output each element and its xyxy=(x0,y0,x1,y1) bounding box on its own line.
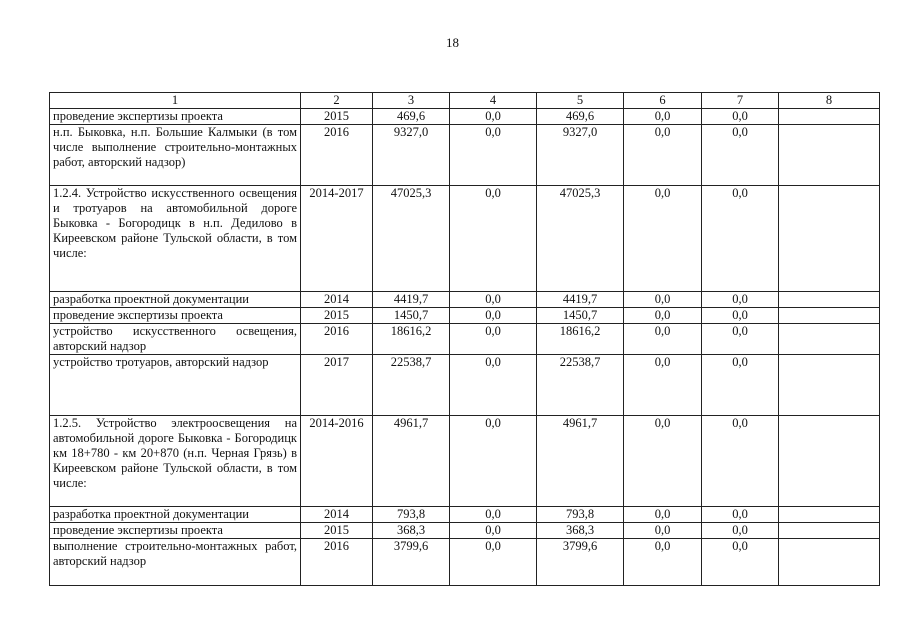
row-col7: 0,0 xyxy=(702,186,779,292)
row-col4: 0,0 xyxy=(450,324,537,355)
table-row xyxy=(50,416,880,507)
row-col7: 0,0 xyxy=(702,125,779,186)
row-year: 2014 xyxy=(301,292,373,308)
row-col4: 0,0 xyxy=(450,507,537,523)
row-col7: 0,0 xyxy=(702,523,779,539)
row-total: 1450,7 xyxy=(373,308,450,324)
column-header-5: 5 xyxy=(537,93,624,109)
row-col7: 0,0 xyxy=(702,109,779,125)
row-total: 18616,2 xyxy=(373,324,450,355)
row-total: 3799,6 xyxy=(373,539,450,586)
row-name: н.п. Быковка, н.п. Большие Калмыки (в том числе выполнение строительно-монтажных работ, авторский надзор) xyxy=(50,125,301,186)
row-col7: 0,0 xyxy=(702,324,779,355)
row-name: устройство искусственного освещения, авторский надзор xyxy=(50,324,301,355)
column-header-1: 1 xyxy=(50,93,301,109)
row-col5: 3799,6 xyxy=(537,539,624,586)
row-col6: 0,0 xyxy=(624,186,702,292)
row-col5: 4419,7 xyxy=(537,292,624,308)
row-col4: 0,0 xyxy=(450,308,537,324)
table-row xyxy=(50,186,880,292)
row-col8 xyxy=(779,507,880,523)
row-year: 2016 xyxy=(301,324,373,355)
row-col8 xyxy=(779,186,880,292)
row-col6: 0,0 xyxy=(624,523,702,539)
row-col6: 0,0 xyxy=(624,308,702,324)
row-year: 2016 xyxy=(301,539,373,586)
row-col4: 0,0 xyxy=(450,186,537,292)
row-total: 22538,7 xyxy=(373,355,450,416)
row-col6: 0,0 xyxy=(624,109,702,125)
row-total: 4419,7 xyxy=(373,292,450,308)
row-col6: 0,0 xyxy=(624,292,702,308)
row-name: разработка проектной документации xyxy=(50,292,301,308)
row-name: устройство тротуаров, авторский надзор xyxy=(50,355,301,416)
row-name: проведение экспертизы проекта xyxy=(50,109,301,125)
row-name: 1.2.5. Устройство электроосвещения на автомобильной дороге Быковка - Богородицк км 18+780 - км 20+870 (н.п. Черная Грязь) в Киреевском районе Тульской области, в том числе: xyxy=(50,416,301,507)
row-col4: 0,0 xyxy=(450,125,537,186)
row-col8 xyxy=(779,324,880,355)
row-col4: 0,0 xyxy=(450,539,537,586)
row-year: 2014-2017 xyxy=(301,186,373,292)
row-col7: 0,0 xyxy=(702,507,779,523)
row-total: 469,6 xyxy=(373,109,450,125)
row-name: 1.2.4. Устройство искусственного освещения и тротуаров на автомобильной дороге Быковка - Богородицк в н.п. Дедилово в Киреевском районе Тульской области, в том числе: xyxy=(50,186,301,292)
row-total: 9327,0 xyxy=(373,125,450,186)
table-row xyxy=(50,308,880,324)
budget-table xyxy=(49,92,880,586)
page-number: 18 xyxy=(446,35,459,50)
table-row xyxy=(50,355,880,416)
row-col5: 9327,0 xyxy=(537,125,624,186)
row-total: 368,3 xyxy=(373,523,450,539)
row-year: 2015 xyxy=(301,109,373,125)
table-row xyxy=(50,292,880,308)
row-col8 xyxy=(779,355,880,416)
row-name: проведение экспертизы проекта xyxy=(50,523,301,539)
row-col8 xyxy=(779,292,880,308)
table-row xyxy=(50,125,880,186)
row-col5: 793,8 xyxy=(537,507,624,523)
table-row xyxy=(50,539,880,586)
row-col8 xyxy=(779,109,880,125)
row-col6: 0,0 xyxy=(624,324,702,355)
row-total: 47025,3 xyxy=(373,186,450,292)
row-col7: 0,0 xyxy=(702,539,779,586)
row-col5: 1450,7 xyxy=(537,308,624,324)
row-col6: 0,0 xyxy=(624,355,702,416)
row-col7: 0,0 xyxy=(702,416,779,507)
row-col8 xyxy=(779,308,880,324)
table-row xyxy=(50,109,880,125)
row-col6: 0,0 xyxy=(624,507,702,523)
row-col8 xyxy=(779,125,880,186)
row-col4: 0,0 xyxy=(450,416,537,507)
row-col4: 0,0 xyxy=(450,523,537,539)
row-col4: 0,0 xyxy=(450,109,537,125)
row-col5: 368,3 xyxy=(537,523,624,539)
row-year: 2015 xyxy=(301,308,373,324)
header-row xyxy=(50,93,880,109)
row-year: 2017 xyxy=(301,355,373,416)
row-col5: 22538,7 xyxy=(537,355,624,416)
row-col4: 0,0 xyxy=(450,355,537,416)
row-name: проведение экспертизы проекта xyxy=(50,308,301,324)
row-name: разработка проектной документации xyxy=(50,507,301,523)
row-col5: 18616,2 xyxy=(537,324,624,355)
row-col6: 0,0 xyxy=(624,539,702,586)
column-header-3: 3 xyxy=(373,93,450,109)
row-col5: 469,6 xyxy=(537,109,624,125)
row-col6: 0,0 xyxy=(624,125,702,186)
row-col7: 0,0 xyxy=(702,355,779,416)
row-col7: 0,0 xyxy=(702,292,779,308)
row-col8 xyxy=(779,416,880,507)
row-col4: 0,0 xyxy=(450,292,537,308)
column-header-6: 6 xyxy=(624,93,702,109)
column-header-2: 2 xyxy=(301,93,373,109)
row-total: 4961,7 xyxy=(373,416,450,507)
row-col7: 0,0 xyxy=(702,308,779,324)
row-col5: 47025,3 xyxy=(537,186,624,292)
row-col5: 4961,7 xyxy=(537,416,624,507)
row-year: 2016 xyxy=(301,125,373,186)
row-year: 2014 xyxy=(301,507,373,523)
row-col8 xyxy=(779,539,880,586)
row-col8 xyxy=(779,523,880,539)
row-name: выполнение строительно-монтажных работ, авторский надзор xyxy=(50,539,301,586)
column-header-7: 7 xyxy=(702,93,779,109)
column-header-4: 4 xyxy=(450,93,537,109)
column-header-8: 8 xyxy=(779,93,880,109)
table-row xyxy=(50,324,880,355)
row-year: 2014-2016 xyxy=(301,416,373,507)
row-total: 793,8 xyxy=(373,507,450,523)
table-row xyxy=(50,523,880,539)
row-year: 2015 xyxy=(301,523,373,539)
row-col6: 0,0 xyxy=(624,416,702,507)
table-row xyxy=(50,507,880,523)
